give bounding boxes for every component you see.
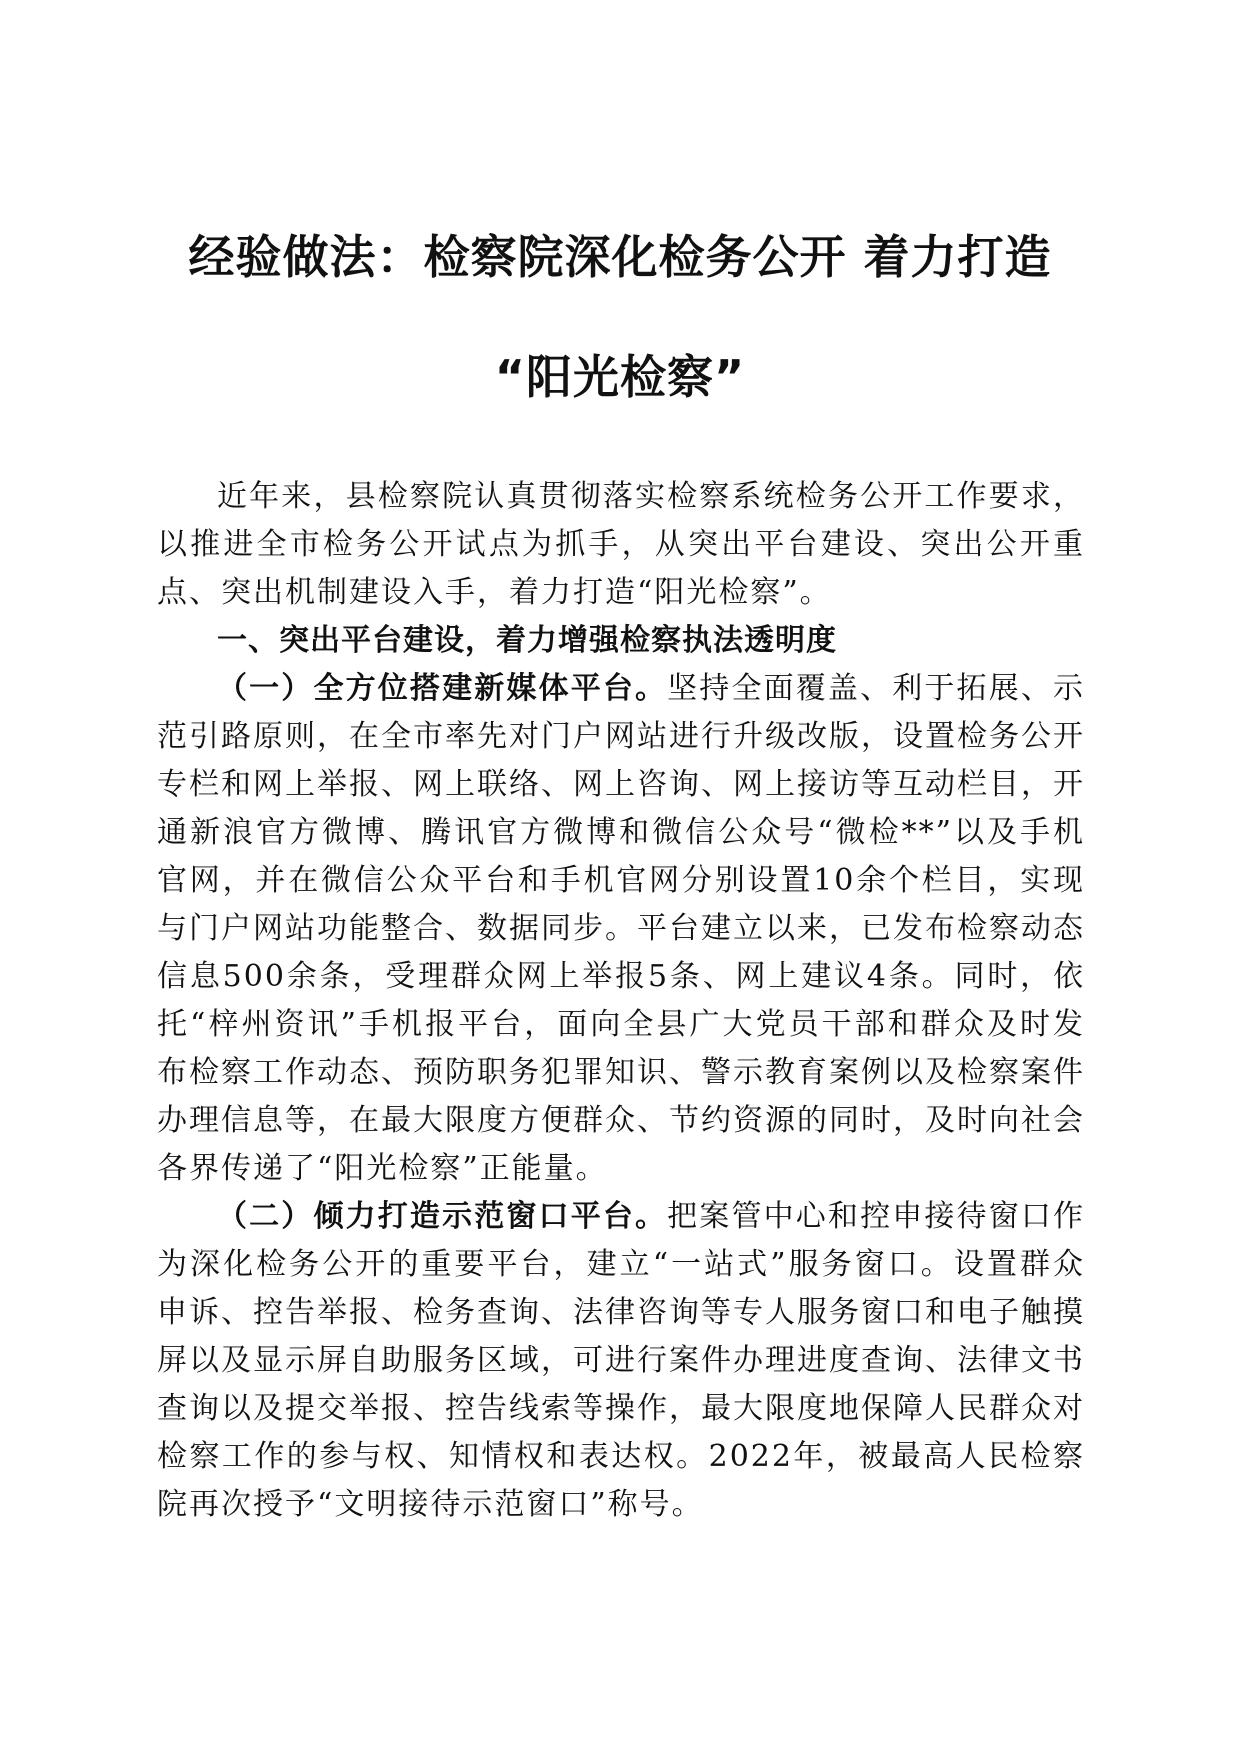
document-body [157, 473, 1085, 1529]
intro-paragraph: 近年来，县检察院认真贯彻落实检察系统检务公开工作要求，以推进全市检务公开试点为抓手，从突出平台建设、突出公开重点、突出机制建设入手，着力打造“阳光检察”。 [157, 479, 1085, 610]
document-title-line-2: “阳光检察” [494, 350, 746, 404]
item-1-heading: （一）全方位搭建新媒体平台。 [217, 671, 668, 706]
item-1-text: 坚持全面覆盖、利于拓展、示范引路原则，在全市率先对门户网站进行升级改版，设置检务公开专栏和网上举报、网上联络、网上咨询、网上接访等互动栏目，开通新浪官方微博、腾讯官方微博和微信公众号“微检**”以及手机官网，并在微信公众平台和手机官网分别设置10余个栏目，实现与门户网站功能整合、数据同步。平台建立以来，已发布检察动态信息500余条，受理群众网上举报5条、网上建议4条。同时，依托“梓州资讯”手机报平台，面向全县广大党员干部和群众及时发布检察工作动态、预防职务犯罪知识、警示教育案例以及检察案件办理信息等，在最大限度方便群众、节约资源的同时，及时向社会各界传递了“阳光检察”正能量。 [157, 671, 1086, 1186]
document-title-line-1: 经验做法：检察院深化检务公开 着力打造 [188, 230, 1052, 284]
item-2-text: 把案管中心和控申接待窗口作为深化检务公开的重要平台，建立“一站式”服务窗口。设置群众申诉、控告举报、检务查询、法律咨询等专人服务窗口和电子触摸屏以及显示屏自助服务区域，可进行案件办理进度查询、法律文书查询以及提交举报、控告线索等操作，最大限度地保障人民群众对检察工作的参与权、知情权和表达权。2022年，被最高人民检察院再次授予“文明接待示范窗口”称号。 [157, 1199, 1086, 1522]
item-1-paragraph [157, 665, 1085, 1193]
section-1-heading: 一、突出平台建设，着力增强检察执法透明度 [217, 623, 837, 658]
item-2-heading: （二）倾力打造示范窗口平台。 [217, 1199, 668, 1234]
item-2-paragraph [157, 1193, 1085, 1529]
